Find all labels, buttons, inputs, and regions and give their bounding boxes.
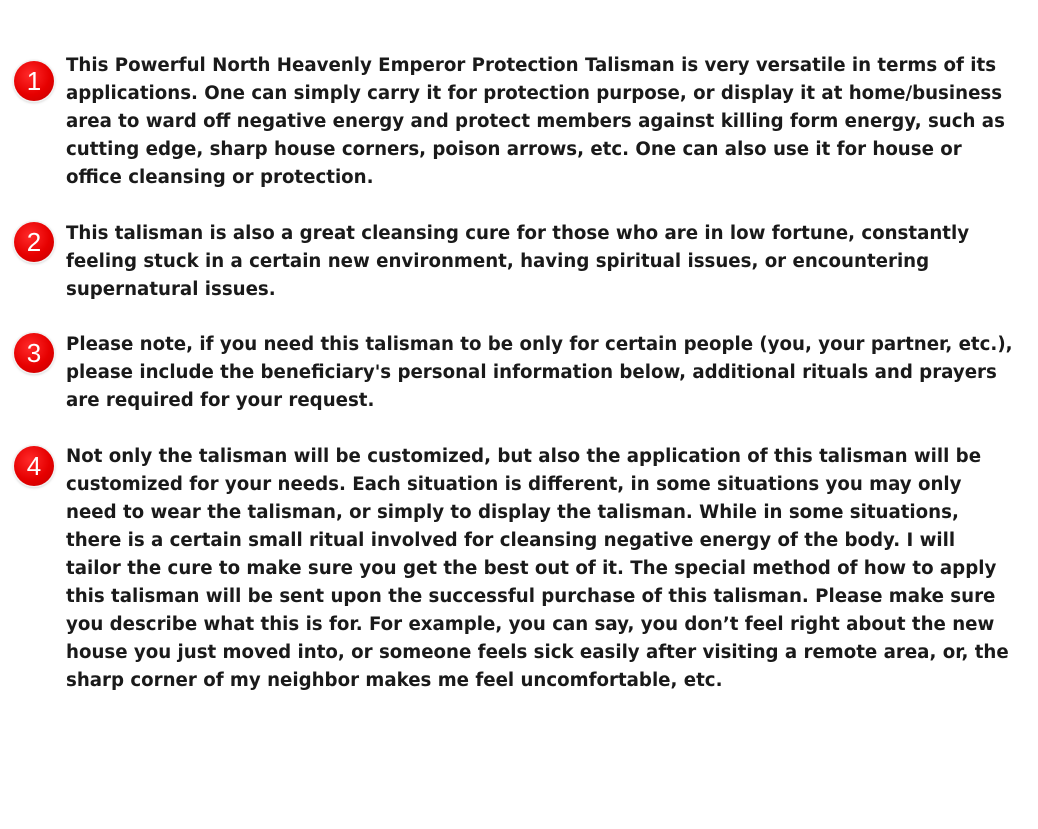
number-badge-1: 1 [14,61,54,101]
item-text-2: This talisman is also a great cleansing cure for those who are in low fortune, constantly feeling stuck in a certain new environment, having spiritual issues, or encountering supernatural issues. [66,223,970,300]
item-text-1: This Powerful North Heavenly Emperor Protection Talisman is very versatile in terms of its applications. One can simply carry it for protection purpose, or display it at home/business area to ward off negative energy and protect members against killing form energy, such as cutting edge, sharp house corners, poison arrows, etc. One can also use it for house or office cleansing or protection. [66,55,1005,188]
number-badge-4: 4 [14,446,54,486]
item-text-4: Not only the talisman will be customized, but also the application of this talisman will be customized for your needs. Each situation is different, in some situations you may only need to wear the talisman, or simply to display the talisman. While in some situations, there is a certain small ritual involved for cleansing negative energy of the body. I will tailor the cure to make sure you get the best out of it. The special method of how to apply this talisman will be sent upon the successful purchase of this talisman. Please make sure you describe what this is for. For example, you can say, you don’t feel right about the new house you just moved into, or someone feels sick easily after visiting a remote area, or, the sharp corner of my neighbor makes me feel uncomfortable, etc. [66,446,1009,691]
number-badge-3: 3 [14,333,54,373]
item-text-3: Please note, if you need this talisman to be only for certain people (you, your partner, etc.), please include the beneficiary's personal information below, additional rituals and prayers are required for your request. [66,334,1013,411]
number-badge-2: 2 [14,222,54,262]
